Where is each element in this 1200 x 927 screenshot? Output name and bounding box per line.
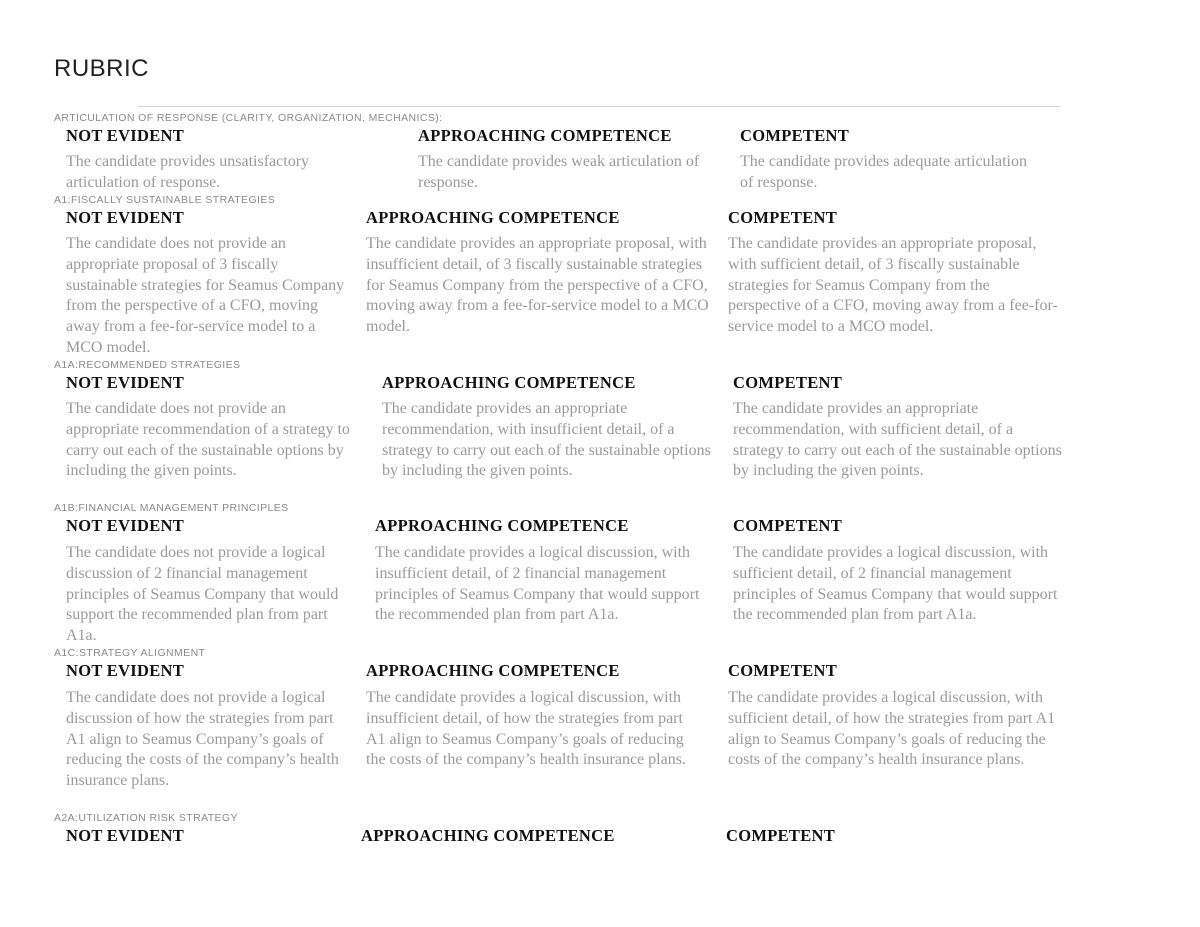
section-label-a2a: A2A:UTILIZATION RISK STRATEGY bbox=[54, 812, 238, 824]
competent-heading: COMPETENT bbox=[733, 516, 843, 535]
section-label-a1: A1:FISCALLY SUSTAINABLE STRATEGIES bbox=[54, 194, 276, 206]
not-evident-text: The candidate provides unsatisfactory articulation of response. bbox=[66, 153, 310, 191]
approaching-text: The candidate provides an appropriate recommendation, with insufficient detail, of a strategy to carry out each of the sustainable options by including the given points. bbox=[382, 400, 711, 480]
competent-heading: COMPETENT bbox=[726, 826, 836, 845]
approaching-heading: APPROACHING COMPETENCE bbox=[375, 516, 629, 535]
approaching-text: The candidate provides a logical discussion, with insufficient detail, of 2 financial management principles of Seamus Company that would support the recommended plan from part A1a. bbox=[375, 544, 700, 624]
not-evident-text: The candidate does not provide a logical discussion of 2 financial management principles of Seamus Company that would support the recommended plan from part A1a. bbox=[66, 544, 339, 645]
section-label-a1b: A1B:FINANCIAL MANAGEMENT PRINCIPLES bbox=[54, 502, 289, 514]
not-evident-heading: NOT EVIDENT bbox=[66, 826, 185, 845]
competent-text: The candidate provides a logical discussion, with sufficient detail, of 2 financial management principles of Seamus Company that would support the recommended plan from part A1a. bbox=[733, 544, 1058, 624]
approaching-heading: APPROACHING COMPETENCE bbox=[366, 661, 620, 680]
not-evident-heading: NOT EVIDENT bbox=[66, 208, 185, 227]
not-evident-text: The candidate does not provide a logical discussion of how the strategies from part A1 align to Seamus Company’s goals of reducing the costs of the company’s health insurance plans. bbox=[66, 689, 339, 790]
competent-heading: COMPETENT bbox=[728, 208, 838, 227]
section-label-articulation: ARTICULATION OF RESPONSE (CLARITY, ORGANIZATION, MECHANICS): bbox=[54, 112, 443, 124]
not-evident-heading: NOT EVIDENT bbox=[66, 661, 185, 680]
page-title: RUBRIC bbox=[54, 55, 150, 82]
competent-text: The candidate provides a logical discussion, with sufficient detail, of how the strategies from part A1 align to Seamus Company’s goals of reducing the costs of the company’s health insurance plans. bbox=[728, 689, 1056, 769]
competent-text: The candidate provides an appropriate proposal, with sufficient detail, of 3 fiscally sustainable strategies for Seamus Company from the perspective of a CFO, moving away from a fee-for-service model to a MCO model. bbox=[728, 235, 1058, 336]
competent-heading: COMPETENT bbox=[728, 661, 838, 680]
section-label-a1a: A1A:RECOMMENDED STRATEGIES bbox=[54, 359, 241, 371]
approaching-heading: APPROACHING COMPETENCE bbox=[366, 208, 620, 227]
approaching-text: The candidate provides a logical discussion, with insufficient detail, of how the strategies from part A1 align to Seamus Company’s goals of reducing the costs of the company’s health insurance plans. bbox=[366, 689, 686, 769]
competent-text: The candidate provides an appropriate recommendation, with sufficient detail, of a strategy to carry out each of the sustainable options by including the given points. bbox=[733, 400, 1062, 480]
competent-heading: COMPETENT bbox=[740, 126, 850, 145]
approaching-heading: APPROACHING COMPETENCE bbox=[361, 826, 615, 845]
title-divider bbox=[138, 106, 1060, 107]
approaching-text: The candidate provides an appropriate proposal, with insufficient detail, of 3 fiscally sustainable strategies for Seamus Company from the perspective of a CFO, moving away from a fee-for-service model to a MCO model. bbox=[366, 235, 709, 336]
competent-text: The candidate provides adequate articulation of response. bbox=[740, 153, 1027, 191]
not-evident-heading: NOT EVIDENT bbox=[66, 373, 185, 392]
approaching-heading: APPROACHING COMPETENCE bbox=[382, 373, 636, 392]
competent-heading: COMPETENT bbox=[733, 373, 843, 392]
not-evident-heading: NOT EVIDENT bbox=[66, 126, 185, 145]
section-label-a1c: A1C:STRATEGY ALIGNMENT bbox=[54, 647, 206, 659]
approaching-heading: APPROACHING COMPETENCE bbox=[418, 126, 672, 145]
approaching-text: The candidate provides weak articulation of response. bbox=[418, 153, 700, 191]
not-evident-heading: NOT EVIDENT bbox=[66, 516, 185, 535]
not-evident-text: The candidate does not provide an appropriate recommendation of a strategy to carry out each of the sustainable options by including the given points. bbox=[66, 400, 350, 480]
not-evident-text: The candidate does not provide an appropriate proposal of 3 fiscally sustainable strategies for Seamus Company from the perspective of a CFO, moving away from a fee-for-service model to a MCO model. bbox=[66, 235, 345, 356]
